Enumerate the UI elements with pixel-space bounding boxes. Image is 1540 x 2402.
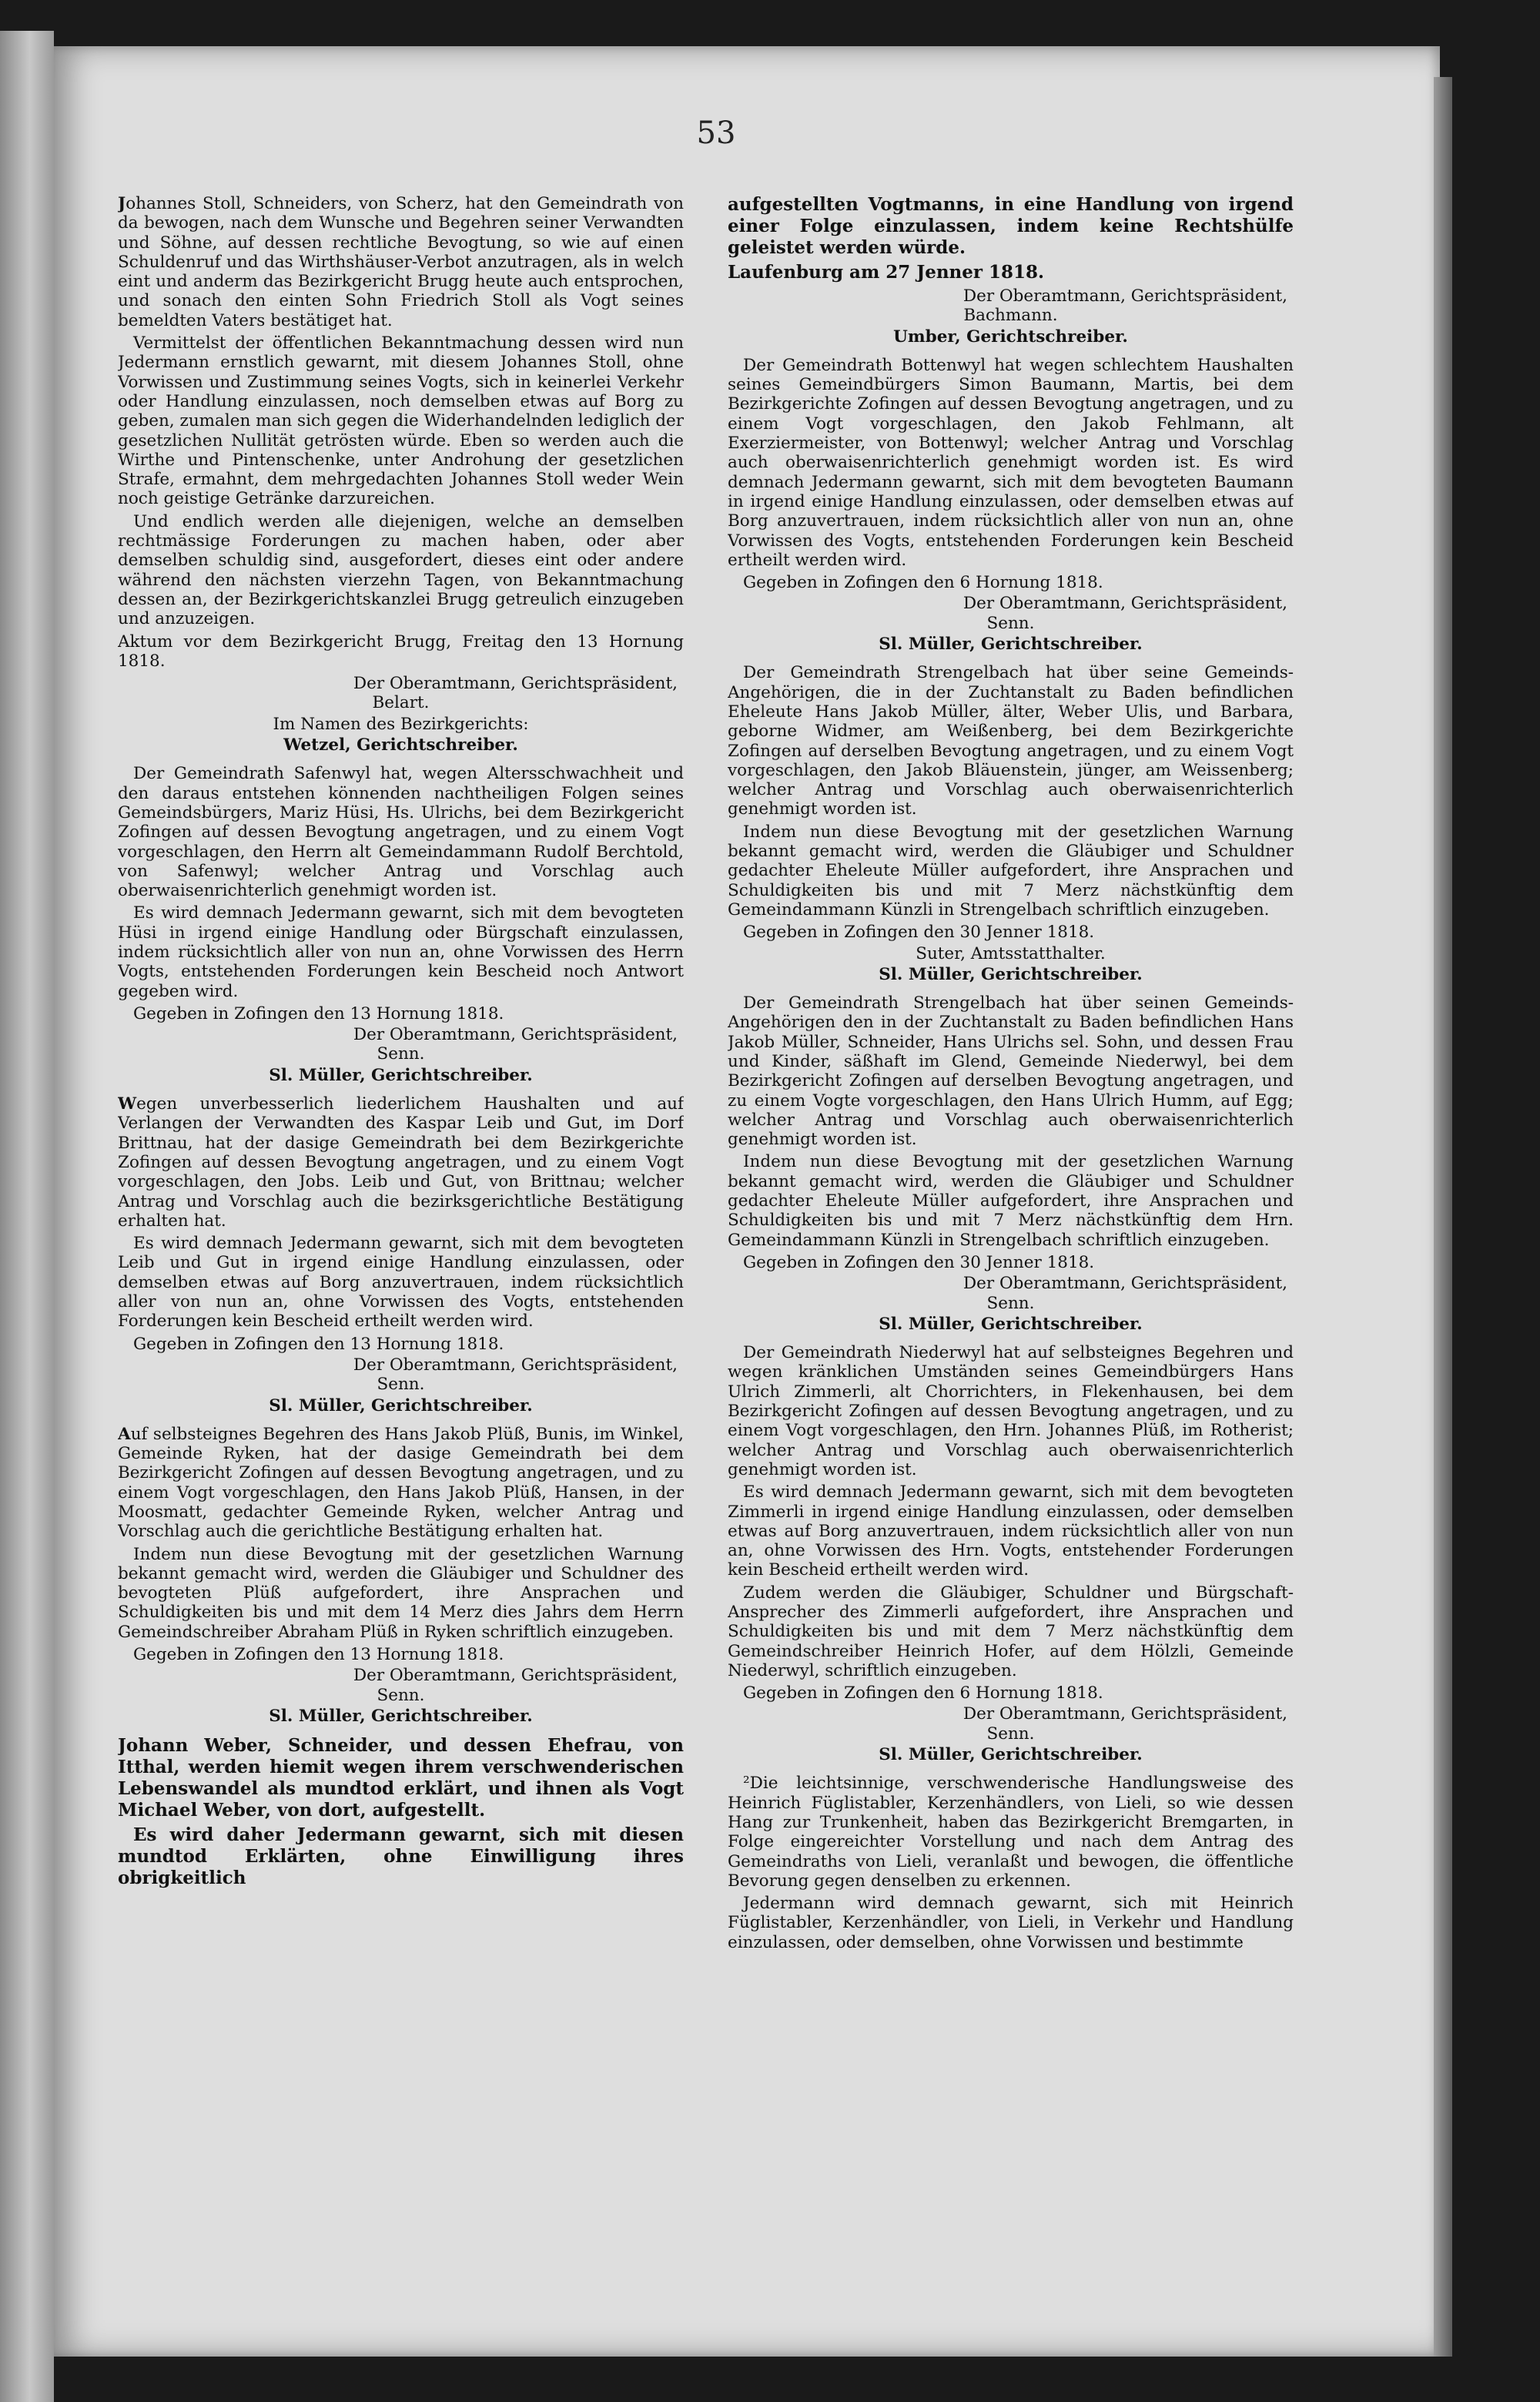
notice-paragraph: Johann Weber, Schneider, und dessen Ehefrau, von Itthal, werden hiemit wegen ihrem verschwenderischen Lebenswandel als mundtod erklärt, und ihnen als Vogt Michael Weber, von dort, aufgestellt. — [118, 1735, 684, 1821]
notice-date: Gegeben in Zofingen den 30 Jenner 1818. — [743, 923, 1095, 943]
signature-title: Der Oberamtmann, Gerichtspräsident, — [962, 594, 1287, 614]
notice-pluss — [118, 1425, 684, 1726]
notice-paragraph: Der Gemeindrath Safenwyl hat, wegen Altersschwachheit und den daraus entstehen könnenden nachtheiligen Folgen seines Gemeindsbürgers, Mariz Hüsi, Hs. Ulrichs, bei dem Bezirkgericht Zofingen auf dessen Bevogtung angetragen, und zu einem Vogt vorgeschlagen, den Herrn alt Gemeindammann Rudolf Berchtold, von Safenwyl; welcher Antrag und Vorschlag auch oberwaisenrichterlich genehmigt worden ist. — [118, 764, 684, 901]
right-column — [728, 194, 1294, 2235]
signature-clerk: Sl. Müller, Gerichtschreiber. — [879, 635, 1143, 655]
notice-paragraph: Der Gemeindrath Strengelbach hat über seinen Gemeinds-Angehörigen den in der Zuchtanstalt zu Baden befindlichen Hans Jakob Müller, Schneider, Hans Ulrichs sel. Sohn, und dessen Frau und Kinder, säßhaft im Glend, Gemeinde Niederwyl, bei dem Bezirkgericht Zofingen auf derselben Bevogtung angetragen, und zu einem Vogte vorgeschlagen, den Hans Ulrich Humm, auf Egg; welcher Antrag und Vorschlag auch oberwaisenrichterlich genehmigt worden ist. — [728, 993, 1294, 1150]
notice-paragraph: Es wird daher Jedermann gewarnt, sich mit diesen mundtod Erklärten, ohne Einwilligung ihres obrigkeitlich — [118, 1824, 684, 1889]
notice-paragraph: Der Gemeindrath Bottenwyl hat wegen schlechtem Haushalten seines Gemeindbürgers Simon Baumann, Martis, bei dem Bezirkgerichte Zofingen auf dessen Bevogtung angetragen, und zu einem Vogt vorgeschlagen, den Jakob Fehlmann, alt Exerziermeister, von Bottenwyl; welcher Antrag und Vorschlag auch oberwaisenrichterlich genehmigt worden ist. Es wird demnach Jedermann gewarnt, sich mit dem bevogteten Baumann in irgend einige Handlung einzulassen, oder demselben etwas auf Borg anzuvertrauen, indem rücksichtlich aller von nun an, ohne Vorwissen des Vogts, entstehenden Forderungen kein Bescheid ertheilt werden wird. — [728, 355, 1294, 570]
signature-title: Der Oberamtmann, Gerichtspräsident, — [353, 1666, 678, 1686]
notice-paragraph: Auf selbsteignes Begehren des Hans Jakob Plüß, Bunis, im Winkel, Gemeinde Ryken, hat der dasige Gemeindrath bei dem Bezirkgericht Zofingen auf dessen Bevogtung angetragen, und zu einem Vogt vorgeschlagen, den Hans Jakob Plüß, Hansen, in der Moosmatt, gedachter Gemeinde Ryken, welcher Antrag und Vorschlag auch die gerichtliche Bestätigung erhalten hat. — [118, 1424, 684, 1542]
signature-name: Suter, Amtsstatthalter. — [916, 943, 1106, 963]
signature-clerk: Sl. Müller, Gerichtschreiber. — [879, 964, 1143, 984]
signature-name: Senn. — [377, 1685, 425, 1705]
notice-date: Gegeben in Zofingen den 30 Jenner 1818. — [743, 1252, 1095, 1272]
notice-husi — [118, 764, 684, 1085]
signature-title: Der Oberamtmann, Gerichtspräsident, — [962, 1704, 1287, 1724]
signature-name: Senn. — [377, 1044, 425, 1064]
notice-paragraph: Der Gemeindrath Niederwyl hat auf selbsteignes Begehren und wegen kränklichen Umständen seines Gemeindbürgers Hans Ulrich Zimmerli, alt Chorrichters, in Flekenhausen, bei dem Bezirkgericht Zofingen auf dessen Bevogtung angetragen, und zu einem Vogt vorgeschlagen, den Hrn. Johannes Plüß, im Rotherist; welcher Antrag und Vorschlag auch oberwaisenrichterlich genehmigt worden ist. — [728, 1343, 1294, 1479]
signature-title: Der Oberamtmann, Gerichtspräsident, — [353, 1025, 678, 1045]
notice-paragraph: Vermittelst der öffentlichen Bekanntmachung dessen wird nun Jedermann ernstlich gewarnt, mit diesem Johannes Stoll, ohne Vorwissen und Zustimmung seines Vogts, sich in keinerlei Verkehr oder Handlung einzulassen, noch demselben etwas auf Borg zu geben, zumalen man sich gegen die Widerhandelnden lediglich der gesetzlichen Nullität getrösten würde. Eben so werden auch die Wirthe und Pintenschenke, unter Androhung der gesetzlichen Strafe, ermahnt, dem mehrgedachten Johannes Stoll weder Wein noch geistige Getränke darzureichen. — [118, 333, 684, 509]
notice-place-date: Laufenburg am 27 Jenner 1818. — [728, 262, 1045, 283]
notice-paragraph: Indem nun diese Bevogtung mit der gesetzlichen Warnung bekannt gemacht wird, werden die Gläubiger und Schuldner des bevogteten Plüß aufgefordert, ihre Ansprachen und Schuldigkeiten bis und mit dem 14 Merz dies Jahrs dem Herrn Gemeindschreiber Abraham Plüß in Ryken schriftlich einzugeben. — [118, 1544, 684, 1642]
signature-name: Senn. — [377, 1375, 425, 1395]
notice-zimmerli — [728, 1343, 1294, 1764]
notice-paragraph: Es wird demnach Jedermann gewarnt, sich mit dem bevogteten Leib und Gut in irgend einige Handlung einzulassen, oder demselben etwas auf Borg anzuvertrauen, indem rücksichtlich aller von nun an, ohne Vorwissen des Vogts, entstehenden Forderungen kein Bescheid ertheilt werden wird. — [118, 1234, 684, 1332]
signature-clerk: Sl. Müller, Gerichtschreiber. — [879, 1745, 1143, 1765]
signature-court: Im Namen des Bezirkgerichts: — [273, 714, 529, 734]
notice-paragraph: Zudem werden die Gläubiger, Schuldner und Bürgschaft-Ansprecher des Zimmerli aufgefordert, ihre Ansprachen und Schuldigkeiten bis und mit dem 7 Merz nächstkünftig dem Gemeindschreiber Heinrich Hofer, auf dem Hölzli, Gemeinde Niederwyl, schriftlich einzugeben. — [728, 1583, 1294, 1680]
notice-paragraph: aufgestellten Vogtmanns, in eine Handlung von irgend einer Folge einzulassen, indem keine Rechtshülfe geleistet werden würde. — [728, 194, 1294, 258]
page-fore-edge — [1434, 77, 1452, 2357]
notice-date: Gegeben in Zofingen den 13 Hornung 1818. — [133, 1334, 504, 1354]
signature-name: Senn. — [986, 1293, 1035, 1313]
notice-paragraph: Johannes Stoll, Schneiders, von Scherz, hat den Gemeindrath von da bewogen, nach dem Wunsche und Begehren seiner Verwandten und Söhne, auf dessen rechtliche Bevogtung, so wie auf einen Schuldenruf und das Wirthshäuser-Verbot anzutragen, als in welch eint und anderm das Bezirkgericht Brugg heute auch entsprochen, und sonach den einten Sohn Friedrich Stoll als Vogt seines bemeldten Vaters bestätiget hat. — [118, 194, 684, 330]
notice-baumann — [728, 356, 1294, 654]
notice-fueglistabler — [728, 1774, 1294, 1952]
notice-paragraph: Jedermann wird demnach gewarnt, sich mit Heinrich Füglistabler, Kerzenhändler, von Lieli, in Verkehr und Handlung einzulassen, oder demselben, ohne Vorwissen und bestimmte — [728, 1894, 1294, 1952]
notice-date: Gegeben in Zofingen den 13 Hornung 1818. — [133, 1003, 504, 1023]
notice-paragraph: Es wird demnach Jedermann gewarnt, sich mit dem bevogteten Zimmerli in irgend einige Handlung einzulassen, oder demselben etwas auf Borg anzuvertrauen, indem rücksichtlich aller von nun an, ohne Vorwissen des Hrn. Vogts, entstehender Forderungen kein Bescheid ertheilt werden wird. — [728, 1482, 1294, 1580]
notice-paragraph: Indem nun diese Bevogtung mit der gesetzlichen Warnung bekannt gemacht wird, werden die Gläubiger und Schuldner gedachter Eheleute Müller aufgefordert, ihre Ansprachen und Schuldigkeiten bis und mit 7 Merz nächstkünftig dem Gemeindammann Künzli in Strengelbach schriftlich einzugeben. — [728, 822, 1294, 920]
signature-title: Der Oberamtmann, Gerichtspräsident, — [962, 286, 1287, 306]
notice-paragraph: Wegen unverbesserlich liederlichem Haushalten und auf Verlangen der Verwandten des Kaspar Leib und Gut, im Dorf Brittnau, hat der dasige Gemeindrath bei dem Bezirkgerichte Zofingen auf dessen Bevogtung angetragen, und zu einem Vogt vorgeschlagen, den Jobs. Leib und Gut, von Brittnau; welcher Antrag und Vorschlag auch die bezirksgerichtliche Bestätigung erhalten hat. — [118, 1094, 684, 1231]
signature-name: Senn. — [986, 613, 1035, 633]
notice-mueller-schneider — [728, 993, 1294, 1334]
previous-page-edge — [0, 31, 54, 2402]
notice-paragraph: Es wird demnach Jedermann gewarnt, sich mit dem bevogteten Hüsi in irgend einige Handlung oder Bürgschaft einzulassen, indem rücksichtlich aller von nun an, ohne Vorwissen des Herrn Vogts, entstehenden Forderungen kein Bescheid noch Antwort gegeben wird. — [118, 903, 684, 1001]
notice-date: Gegeben in Zofingen den 13 Hornung 1818. — [133, 1645, 504, 1665]
signature-clerk: Sl. Müller, Gerichtschreiber. — [269, 1395, 533, 1415]
signature-title: Der Oberamtmann, Gerichtspräsident, — [353, 674, 678, 694]
notice-paragraph: Indem nun diese Bevogtung mit der gesetzlichen Warnung bekannt gemacht wird, werden die Gläubiger und Schuldner gedachter Eheleute Müller aufgefordert, ihre Ansprachen und Schuldigkeiten bis und mit 7 Merz nächstkünftig dem Hrn. Gemeindammann Künzli in Strengelbach schriftlich einzugeben. — [728, 1152, 1294, 1250]
signature-clerk: Sl. Müller, Gerichtschreiber. — [269, 1706, 533, 1726]
left-column — [118, 194, 684, 2235]
signature-clerk: Wetzel, Gerichtschreiber. — [283, 735, 518, 755]
signature-title: Der Oberamtmann, Gerichtspräsident, — [962, 1274, 1287, 1294]
notice-leib — [118, 1094, 684, 1415]
notice-date: Gegeben in Zofingen den 6 Hornung 1818. — [743, 1683, 1103, 1704]
signature-clerk: Sl. Müller, Gerichtschreiber. — [879, 1314, 1143, 1334]
signature-name: Bachmann. — [963, 306, 1058, 326]
notice-paragraph: ²Die leichtsinnige, verschwenderische Handlungsweise des Heinrich Füglistabler, Kerzenhändlers, von Lieli, so wie dessen Hang zur Trunkenheit, haben das Bezirkgericht Bremgarten, in Folge eingereichter Vorstellung und nach dem Antrag des Gemeindraths von Lieli, veranlaßt und bewogen, die öffentliche Bevorung gegen denselben zu erkennen. — [728, 1774, 1294, 1891]
notice-date: Gegeben in Zofingen den 6 Hornung 1818. — [743, 573, 1103, 593]
page-number: 53 — [696, 116, 736, 151]
notice-weber-continued — [728, 194, 1294, 347]
notice-stoll — [118, 194, 684, 755]
signature-title: Der Oberamtmann, Gerichtspräsident, — [353, 1355, 678, 1375]
signature-name: Belart. — [372, 693, 430, 713]
signature-clerk: Sl. Müller, Gerichtschreiber. — [269, 1065, 533, 1085]
notice-paragraph: Und endlich werden alle diejenigen, welche an demselben rechtmässige Forderungen zu machen haben, oder aber demselben schuldig sind, ausgefordert, dieses eint oder andere während den nächsten vierzehn Tagen, von Bekanntmachung dessen an, der Bezirkgerichtskanzlei Brugg getreulich einzugeben und anzuzeigen. — [118, 511, 684, 629]
notice-mueller-widmer — [728, 663, 1294, 984]
signature-clerk: Umber, Gerichtschreiber. — [893, 327, 1128, 347]
signature-name: Senn. — [986, 1724, 1035, 1744]
notice-paragraph: Der Gemeindrath Strengelbach hat über seine Gemeinds-Angehörigen, die in der Zuchtanstalt zu Baden befindlichen Eheleute Hans Jakob Müller, älter, Weber Ulis, und Barbara, geborne Widmer, am Weißenberg, bei dem Bezirkgerichte Zofingen auf derselben Bevogtung angetragen, und zu einem Vogt vorgeschlagen, den Jakob Bläuenstein, jünger, am Weissenberg; welcher Antrag und Vorschlag auch oberwaisenrichterlich genehmigt worden ist. — [728, 663, 1294, 819]
notice-date: Aktum vor dem Bezirkgericht Brugg, Freitag den 13 Hornung 1818. — [118, 631, 684, 671]
notice-weber — [118, 1735, 684, 1889]
